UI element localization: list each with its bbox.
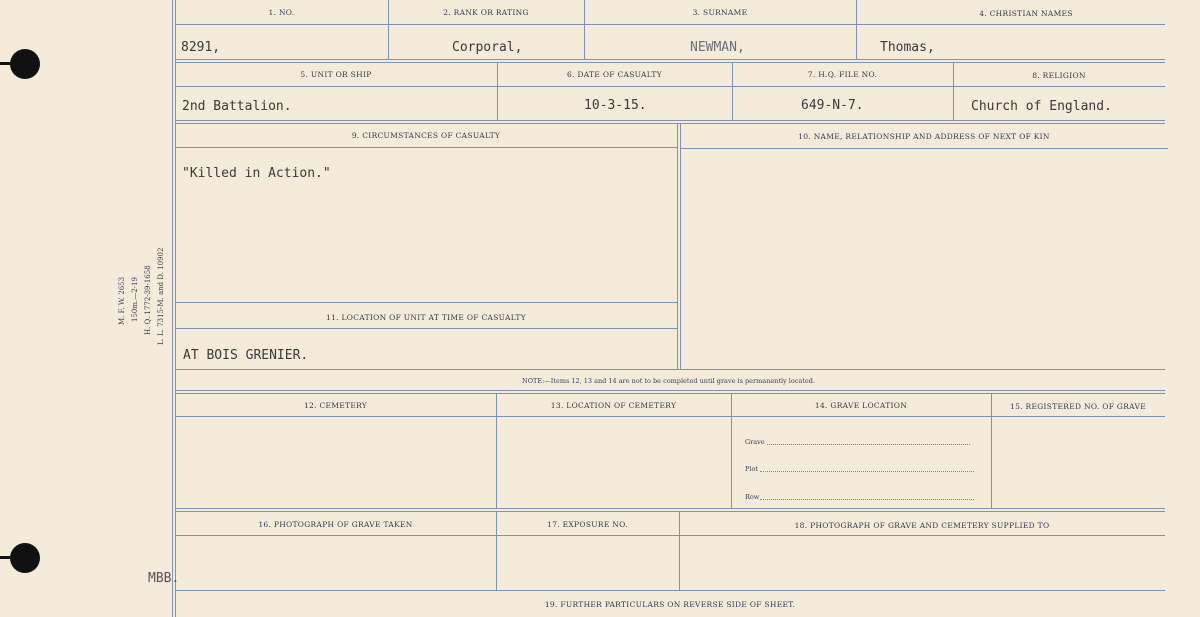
row-field-label: Row <box>745 493 760 501</box>
row2-bottom-rule <box>175 120 1165 124</box>
header-religion: 8. RELIGION <box>1032 71 1086 80</box>
row1-header-rule <box>175 24 1165 25</box>
header-photograph-taken: 16. PHOTOGRAPH OF GRAVE TAKEN <box>258 520 413 529</box>
row4-header-rule <box>175 416 1165 417</box>
value-file-no: 649-N-7. <box>801 98 864 113</box>
row1-bottom-rule <box>175 59 1165 63</box>
initials: MBB. <box>148 571 180 586</box>
side-note-line-3: H. Q. 1772-39-1658 <box>144 265 152 335</box>
value-christian-names: Thomas, <box>880 40 935 55</box>
side-note-line-1: M. F. W. 2653 <box>118 276 126 325</box>
header-no: 1. NO. <box>268 8 295 17</box>
left-border <box>172 0 173 617</box>
row3-mid-rule <box>175 302 677 303</box>
value-circumstances: "Killed in Action." <box>182 166 331 181</box>
row4-divider-1 <box>496 394 497 508</box>
header-next-of-kin: 10. NAME, RELATIONSHIP AND ADDRESS OF NEXT OF KIN <box>798 132 1050 141</box>
row2-header-rule <box>175 86 1165 87</box>
header-date: 6. DATE OF CASUALTY <box>567 70 662 79</box>
side-note-line-4: L. L. 7315-M. and D. 10902 <box>157 247 165 345</box>
header-exposure-no: 17. EXPOSURE NO. <box>547 520 628 529</box>
value-religion: Church of England. <box>971 99 1112 114</box>
header-photograph-supplied: 18. PHOTOGRAPH OF GRAVE AND CEMETERY SUPPLIED TO <box>794 521 1050 530</box>
row4-divider-3 <box>991 394 992 508</box>
header-location-of-unit: 11. LOCATION OF UNIT AT TIME OF CASUALTY <box>326 313 526 322</box>
header-cemetery: 12. CEMETERY <box>303 401 368 410</box>
row4-bottom-rule <box>175 508 1165 512</box>
row5-bottom-rule <box>175 590 1165 591</box>
header-unit: 5. UNIT OR SHIP <box>300 70 372 79</box>
value-surname: NEWMAN, <box>690 40 745 55</box>
grave-field-label: Grave <box>745 438 765 446</box>
value-no: 8291, <box>181 40 221 55</box>
value-unit: 2nd Battalion. <box>182 99 292 114</box>
row3-divider <box>677 124 678 369</box>
value-date: 10-3-15. <box>584 98 647 113</box>
header-surname: 3. SURNAME <box>692 8 748 17</box>
punch-hole-bottom <box>10 543 40 573</box>
header-christian-names: 4. CHRISTIAN NAMES <box>979 9 1073 18</box>
punch-hole-top <box>10 49 40 79</box>
row3-header-rule-left <box>175 147 677 148</box>
header-location-of-cemetery: 13. LOCATION OF CEMETERY <box>550 401 677 410</box>
plot-field-label: Plot <box>745 465 758 473</box>
row3-header-rule-right <box>680 148 1168 149</box>
note-bottom-rule <box>175 390 1165 394</box>
row3-location-header-rule <box>175 328 677 329</box>
note-text: NOTE:—Items 12, 13 and 14 are not to be completed until grave is permanently located. <box>522 377 815 385</box>
header-grave-location: 14. GRAVE LOCATION <box>814 401 908 410</box>
value-location-of-unit: AT BOIS GRENIER. <box>183 348 309 363</box>
row5-header-rule <box>175 535 1165 536</box>
value-rank: Corporal, <box>452 40 523 55</box>
row4-divider-2 <box>731 394 732 508</box>
header-rank: 2. RANK OR RATING <box>443 8 529 17</box>
header-file-no: 7. H.Q. FILE NO. <box>807 70 878 79</box>
footer-note: 19. FURTHER PARTICULARS ON REVERSE SIDE OF SHEET. <box>544 600 796 609</box>
row3-divider-inner <box>680 124 681 369</box>
row3-bottom-rule <box>175 369 1165 370</box>
side-note-line-2: 150m.—2-19 <box>131 277 139 322</box>
header-circumstances: 9. CIRCUMSTANCES OF CASUALTY <box>351 131 501 140</box>
grave-field-line <box>767 444 970 445</box>
header-registered-no: 15. REGISTERED NO. OF GRAVE <box>1010 402 1146 411</box>
plot-field-line <box>760 471 974 472</box>
row-field-line <box>760 499 974 500</box>
